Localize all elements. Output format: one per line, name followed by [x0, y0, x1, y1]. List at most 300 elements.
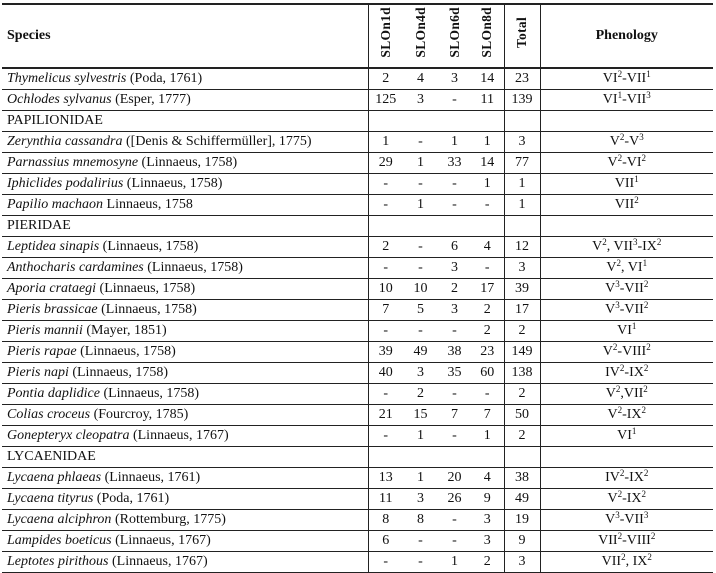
table-row — [2, 321, 713, 342]
phenology-superscript: 1 — [646, 69, 651, 79]
species-name: Zerynthia cassandra — [7, 134, 123, 149]
site-count-4: 23 — [471, 342, 504, 363]
site-count-2: 4 — [403, 68, 438, 90]
species-author: (Linnaeus, 1758) — [99, 239, 199, 254]
species-author: (Linnaeus, 1761) — [101, 470, 201, 485]
phenology-cell — [540, 153, 713, 174]
species-cell — [2, 68, 368, 90]
phenology-superscript: 2 — [617, 153, 623, 163]
empty-cell — [438, 447, 471, 468]
phenology-cell — [540, 195, 713, 216]
site-count-2: 15 — [403, 405, 438, 426]
site-count-1: 125 — [368, 90, 403, 111]
family-name: PAPILIONIDAE — [2, 111, 368, 132]
species-table — [2, 3, 713, 573]
phenology-superscript: 2 — [619, 363, 625, 373]
site-count-1: - — [368, 426, 403, 447]
header-site-4: SLOn8d — [471, 4, 504, 68]
species-author: (Linnaeus, 1767) — [111, 533, 211, 548]
table-row — [2, 90, 713, 111]
site-count-1: - — [368, 321, 403, 342]
phenology-part: -IX — [622, 407, 642, 422]
phenology-superscript: 1 — [642, 258, 648, 268]
total-count: 38 — [504, 468, 540, 489]
phenology-superscript: 3 — [615, 510, 620, 520]
site-count-4: 4 — [471, 237, 504, 258]
species-cell — [2, 195, 368, 216]
phenology-cell — [540, 510, 713, 531]
species-cell — [2, 489, 368, 510]
phenology-superscript: 2 — [616, 258, 622, 268]
phenology-part: VII — [601, 554, 622, 569]
phenology-superscript: 2 — [650, 531, 656, 541]
species-name: Ochlodes sylvanus — [7, 92, 112, 107]
total-count: 1 — [504, 174, 540, 195]
phenology-part: -VII — [622, 92, 647, 107]
phenology-cell — [540, 468, 713, 489]
species-author: (Linnaeus, 1767) — [108, 554, 208, 569]
phenology-superscript: 1 — [631, 321, 637, 331]
empty-cell — [368, 216, 403, 237]
total-count: 19 — [504, 510, 540, 531]
table-body — [2, 68, 713, 573]
table-row — [2, 363, 713, 384]
site-count-4: - — [471, 195, 504, 216]
phenology-part: V — [605, 512, 616, 527]
phenology-superscript: 2 — [641, 405, 647, 415]
header-row — [2, 4, 713, 68]
site-count-3: 3 — [438, 258, 471, 279]
phenology-cell — [540, 237, 713, 258]
phenology-superscript: 1 — [631, 426, 637, 436]
site-count-2: - — [403, 321, 438, 342]
table-row — [2, 342, 713, 363]
total-count: 138 — [504, 363, 540, 384]
phenology-superscript: 2 — [617, 531, 623, 541]
site-count-4: 1 — [471, 426, 504, 447]
phenology-cell — [540, 68, 713, 90]
phenology-superscript: 3 — [646, 90, 651, 100]
empty-cell — [403, 111, 438, 132]
site-count-1: 29 — [368, 153, 403, 174]
phenology-part: -VII — [619, 512, 644, 527]
phenology-part: -IX — [637, 239, 657, 254]
phenology-part: -VIII — [622, 533, 651, 548]
site-count-2: 1 — [403, 468, 438, 489]
site-count-1: 21 — [368, 405, 403, 426]
site-count-4: 1 — [471, 174, 504, 195]
empty-cell — [471, 111, 504, 132]
species-author: (Poda, 1761) — [93, 491, 170, 506]
empty-cell — [403, 216, 438, 237]
species-name: Anthocharis cardamines — [7, 260, 144, 275]
phenology-superscript: 2 — [643, 279, 649, 289]
phenology-superscript: 3 — [643, 510, 649, 520]
header-total: Total — [504, 4, 540, 68]
site-count-4: 3 — [471, 531, 504, 552]
phenology-cell — [540, 426, 713, 447]
phenology-part: V — [607, 407, 618, 422]
species-cell — [2, 153, 368, 174]
phenology-superscript: 1 — [617, 90, 623, 100]
site-count-2: - — [403, 531, 438, 552]
total-count: 2 — [504, 426, 540, 447]
total-count: 2 — [504, 384, 540, 405]
phenology-part: , VI — [621, 260, 643, 275]
total-count: 17 — [504, 300, 540, 321]
phenology-part: VII — [614, 176, 635, 191]
phenology-superscript: 3 — [632, 237, 638, 247]
table-row — [2, 153, 713, 174]
species-author: (Linnaeus, 1758) — [143, 260, 243, 275]
phenology-part: V — [607, 155, 618, 170]
species-name: Leptidea sinapis — [7, 239, 100, 254]
phenology-superscript: 2 — [656, 237, 662, 247]
table-row — [2, 300, 713, 321]
site-count-3: - — [438, 195, 471, 216]
header-species: Species — [2, 4, 368, 68]
total-count: 39 — [504, 279, 540, 300]
header-site-1: SLOn1d — [368, 4, 403, 68]
family-name: PIERIDAE — [2, 216, 368, 237]
site-count-3: - — [438, 90, 471, 111]
site-count-1: 11 — [368, 489, 403, 510]
species-author: (Linnaeus, 1758) — [97, 302, 197, 317]
phenology-part: V — [592, 239, 603, 254]
species-name: Lampides boeticus — [7, 533, 112, 548]
phenology-cell — [540, 342, 713, 363]
species-cell — [2, 468, 368, 489]
table-row — [2, 258, 713, 279]
table-row — [2, 68, 713, 90]
site-count-1: 1 — [368, 132, 403, 153]
phenology-part: V — [602, 344, 613, 359]
header-phenology: Phenology — [540, 4, 713, 68]
site-count-3: 33 — [438, 153, 471, 174]
site-count-2: - — [403, 237, 438, 258]
site-count-2: 3 — [403, 90, 438, 111]
species-cell — [2, 90, 368, 111]
species-name: Pieris brassicae — [7, 302, 98, 317]
family-row — [2, 216, 713, 237]
site-count-4: 14 — [471, 68, 504, 90]
phenology-part: -VIII — [617, 344, 647, 359]
site-count-1: 2 — [368, 68, 403, 90]
phenology-part: V — [605, 302, 616, 317]
phenology-superscript: 3 — [615, 279, 620, 289]
total-count: 3 — [504, 552, 540, 573]
site-count-2: - — [403, 132, 438, 153]
species-author: (Linnaeus, 1758) — [99, 386, 200, 401]
table-row — [2, 489, 713, 510]
site-count-2: 2 — [403, 384, 438, 405]
table-row — [2, 468, 713, 489]
empty-cell — [403, 447, 438, 468]
site-count-1: 7 — [368, 300, 403, 321]
total-count: 1 — [504, 195, 540, 216]
table-row — [2, 279, 713, 300]
total-count: 23 — [504, 68, 540, 90]
species-cell — [2, 552, 368, 573]
site-count-3: 7 — [438, 405, 471, 426]
site-count-2: - — [403, 552, 438, 573]
site-count-2: 8 — [403, 510, 438, 531]
site-count-4: 3 — [471, 510, 504, 531]
site-count-4: 11 — [471, 90, 504, 111]
species-author: (Linnaeus, 1758) — [123, 176, 223, 191]
species-cell — [2, 363, 368, 384]
species-cell — [2, 321, 368, 342]
site-count-1: 8 — [368, 510, 403, 531]
phenology-cell — [540, 489, 713, 510]
species-name: Parnassius mnemosyne — [7, 155, 139, 170]
species-cell — [2, 258, 368, 279]
phenology-cell — [540, 384, 713, 405]
phenology-superscript: 2 — [634, 195, 639, 205]
phenology-cell — [540, 321, 713, 342]
empty-cell — [471, 216, 504, 237]
empty-cell — [504, 216, 540, 237]
phenology-part: VI — [602, 92, 618, 107]
table-row — [2, 174, 713, 195]
site-count-2: 1 — [403, 153, 438, 174]
empty-cell — [540, 447, 713, 468]
table-row — [2, 510, 713, 531]
species-author: ([Denis & Schiffermüller], 1775) — [122, 134, 312, 149]
phenology-superscript: 2 — [617, 489, 623, 499]
site-count-2: 3 — [403, 489, 438, 510]
species-name: Pieris napi — [7, 365, 69, 380]
family-name: LYCAENIDAE — [2, 447, 368, 468]
phenology-part: ,VII — [620, 386, 644, 401]
empty-cell — [504, 111, 540, 132]
phenology-part: V — [607, 491, 618, 506]
species-cell — [2, 510, 368, 531]
site-count-4: 2 — [471, 321, 504, 342]
site-count-2: 49 — [403, 342, 438, 363]
species-name: Iphiclides podalirius — [7, 176, 124, 191]
total-count: 149 — [504, 342, 540, 363]
species-author: (Linnaeus, 1758) — [96, 281, 196, 296]
site-count-4: 60 — [471, 363, 504, 384]
site-count-2: - — [403, 174, 438, 195]
phenology-part: -IX — [622, 491, 642, 506]
site-count-1: - — [368, 174, 403, 195]
site-count-3: 1 — [438, 132, 471, 153]
site-count-3: 2 — [438, 279, 471, 300]
header-site-2: SLOn4d — [403, 4, 438, 68]
phenology-superscript: 2 — [602, 237, 607, 247]
phenology-part: V — [605, 281, 616, 296]
phenology-cell — [540, 552, 713, 573]
site-count-4: 2 — [471, 300, 504, 321]
empty-cell — [438, 111, 471, 132]
site-count-1: - — [368, 384, 403, 405]
site-count-3: - — [438, 531, 471, 552]
species-author: (Linnaeus, 1758) — [76, 344, 176, 359]
site-count-3: 1 — [438, 552, 471, 573]
site-count-2: 5 — [403, 300, 438, 321]
site-count-3: 38 — [438, 342, 471, 363]
site-count-2: 3 — [403, 363, 438, 384]
phenology-part: -VII — [619, 281, 644, 296]
species-author: (Rottemburg, 1775) — [111, 512, 226, 527]
species-cell — [2, 342, 368, 363]
species-author: (Poda, 1761) — [126, 71, 203, 86]
site-count-2: 1 — [403, 195, 438, 216]
phenology-part: -VII — [622, 71, 647, 86]
site-count-3: 6 — [438, 237, 471, 258]
phenology-superscript: 3 — [615, 300, 620, 310]
total-count: 2 — [504, 321, 540, 342]
phenology-superscript: 2 — [647, 552, 652, 562]
total-count: 139 — [504, 90, 540, 111]
phenology-superscript: 2 — [646, 342, 651, 352]
phenology-part: VI — [617, 323, 632, 338]
family-row — [2, 111, 713, 132]
site-count-1: - — [368, 195, 403, 216]
site-count-3: 20 — [438, 468, 471, 489]
site-count-1: 6 — [368, 531, 403, 552]
site-count-3: - — [438, 510, 471, 531]
table-row — [2, 426, 713, 447]
phenology-cell — [540, 174, 713, 195]
phenology-superscript: 1 — [634, 174, 639, 184]
phenology-superscript: 2 — [641, 153, 647, 163]
empty-cell — [438, 216, 471, 237]
total-count: 77 — [504, 153, 540, 174]
site-count-4: 4 — [471, 468, 504, 489]
table-row — [2, 384, 713, 405]
empty-cell — [540, 111, 713, 132]
empty-cell — [471, 447, 504, 468]
species-author: (Linnaeus, 1758) — [138, 155, 238, 170]
phenology-cell — [540, 405, 713, 426]
species-cell — [2, 426, 368, 447]
phenology-part: IV — [605, 365, 620, 380]
site-count-1: 13 — [368, 468, 403, 489]
species-author: Linnaeus, 1758 — [103, 197, 193, 212]
site-count-1: - — [368, 258, 403, 279]
phenology-part: V — [609, 134, 620, 149]
phenology-superscript: 2 — [643, 300, 649, 310]
site-count-3: - — [438, 426, 471, 447]
site-count-1: - — [368, 552, 403, 573]
empty-cell — [368, 111, 403, 132]
species-cell — [2, 279, 368, 300]
species-author: (Esper, 1777) — [111, 92, 191, 107]
site-count-4: 9 — [471, 489, 504, 510]
phenology-cell — [540, 300, 713, 321]
species-name: Gonepteryx cleopatra — [7, 428, 130, 443]
site-count-4: 14 — [471, 153, 504, 174]
species-author: (Fourcroy, 1785) — [90, 407, 189, 422]
species-name: Colias croceus — [7, 407, 91, 422]
species-author: (Linnaeus, 1767) — [129, 428, 229, 443]
table-row — [2, 237, 713, 258]
total-count: 3 — [504, 258, 540, 279]
table-row — [2, 552, 713, 573]
site-count-2: 10 — [403, 279, 438, 300]
phenology-part: , IX — [625, 554, 648, 569]
phenology-superscript: 2 — [643, 384, 648, 394]
phenology-part: VI — [617, 428, 632, 443]
site-count-1: 40 — [368, 363, 403, 384]
phenology-cell — [540, 132, 713, 153]
table-row — [2, 195, 713, 216]
species-author: (Linnaeus, 1758) — [68, 365, 168, 380]
total-count: 49 — [504, 489, 540, 510]
site-count-4: 2 — [471, 552, 504, 573]
species-author: (Mayer, 1851) — [82, 323, 167, 338]
phenology-superscript: 2 — [619, 468, 625, 478]
table-row — [2, 132, 713, 153]
phenology-superscript: 2 — [619, 132, 625, 142]
family-row — [2, 447, 713, 468]
empty-cell — [504, 447, 540, 468]
phenology-cell — [540, 363, 713, 384]
species-cell — [2, 132, 368, 153]
site-count-4: - — [471, 258, 504, 279]
total-count: 3 — [504, 132, 540, 153]
site-count-3: 35 — [438, 363, 471, 384]
table-row — [2, 405, 713, 426]
phenology-part: VII — [598, 533, 618, 548]
phenology-part: , VII — [606, 239, 633, 254]
phenology-part: -IX — [624, 470, 644, 485]
species-name: Papilio machaon — [7, 197, 104, 212]
species-cell — [2, 174, 368, 195]
site-count-4: 1 — [471, 132, 504, 153]
site-count-2: 1 — [403, 426, 438, 447]
site-count-3: 26 — [438, 489, 471, 510]
phenology-cell — [540, 279, 713, 300]
species-name: Aporia crataegi — [7, 281, 97, 296]
species-name: Pieris mannii — [7, 323, 83, 338]
site-count-3: 3 — [438, 68, 471, 90]
site-count-1: 39 — [368, 342, 403, 363]
site-count-1: 2 — [368, 237, 403, 258]
phenology-superscript: 2 — [612, 342, 618, 352]
phenology-part: VI — [602, 71, 618, 86]
phenology-superscript: 2 — [643, 363, 649, 373]
site-count-3: - — [438, 174, 471, 195]
site-count-1: 10 — [368, 279, 403, 300]
species-name: Lycaena tityrus — [7, 491, 94, 506]
species-cell — [2, 237, 368, 258]
total-count: 9 — [504, 531, 540, 552]
header-site-3: SLOn6d — [438, 4, 471, 68]
species-name: Pieris rapae — [7, 344, 77, 359]
site-count-2: - — [403, 258, 438, 279]
phenology-part: IV — [605, 470, 620, 485]
total-count: 50 — [504, 405, 540, 426]
site-count-4: 17 — [471, 279, 504, 300]
phenology-superscript: 2 — [615, 384, 621, 394]
phenology-superscript: 2 — [621, 552, 626, 562]
phenology-part: V — [605, 386, 616, 401]
species-cell — [2, 384, 368, 405]
phenology-superscript: 2 — [617, 405, 623, 415]
site-count-3: - — [438, 384, 471, 405]
phenology-superscript: 2 — [643, 468, 649, 478]
site-count-3: - — [438, 321, 471, 342]
phenology-superscript: 3 — [639, 132, 644, 142]
species-name: Leptotes pirithous — [7, 554, 109, 569]
phenology-superscript: 2 — [641, 489, 647, 499]
species-name: Lycaena phlaeas — [7, 470, 102, 485]
species-name: Lycaena alciphron — [7, 512, 112, 527]
